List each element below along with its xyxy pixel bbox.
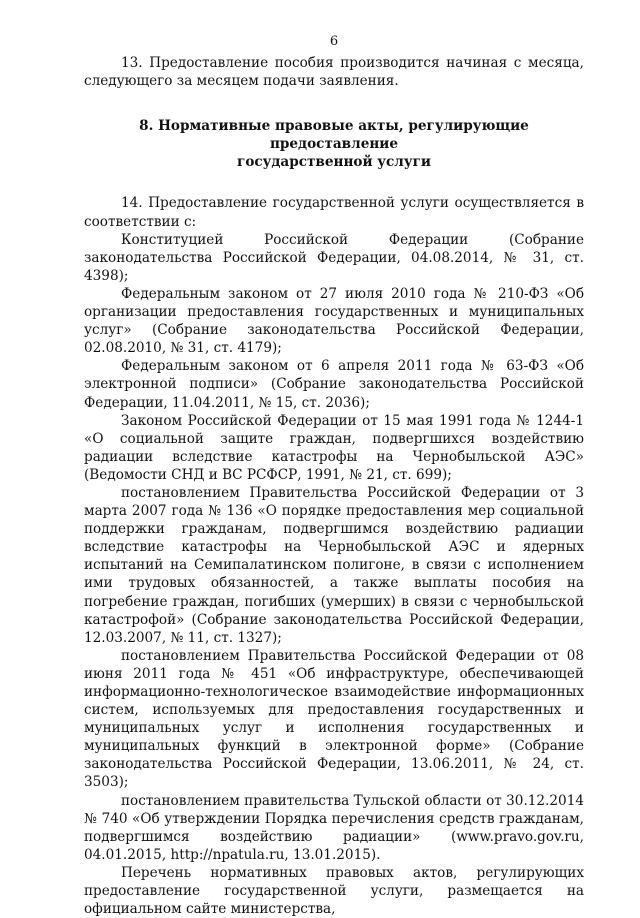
- paragraph-14-intro: 14. Предоставление государственной услуги осуществляется в соответствии с:: [84, 195, 584, 230]
- legal-act-resolution-136: постановлением Правительства Российской Федерации от 3 марта 2007 года № 136 «О порядке предоставления мер социальной поддержки гражданам, подвергшимся воздействию радиации вследствие катастрофы на Чернобыльской АЭС и ядерных испытаний на Семипалатинском полигоне, в связи с исполнением ими трудовых обязанностей, а также выплаты пособия на погребение граждан, погибших (умерших) в связи с чернобыльской катастрофой» (Собрание законодательства Российской Федерации, 12.03.2007, № 11, ст. 1327);: [84, 484, 584, 646]
- legal-act-tula-740: постановлением правительства Тульской области от 30.12.2014 № 740 «Об утверждении Порядка перечисления средств гражданам, подвергшимся воздействию радиации» (www.pravo.gov.ru, 04.01.2015, http://npatula.ru, 13.01.2015).: [84, 792, 584, 863]
- section-heading-line-2: государственной услуги: [236, 154, 431, 171]
- section-heading-line-1: 8. Нормативные правовые акты, регулирующие предоставление: [139, 118, 529, 153]
- page-number: 6: [329, 34, 339, 49]
- paragraph-13: 13. Предоставление пособия производится начиная с месяца, следующего за месяцем подачи заявления.: [84, 55, 584, 90]
- legal-act-1244-1: Законом Российской Федерации от 15 мая 1991 года № 1244-1 «О социальной защите граждан, подвергшихся воздействию радиации вследствие катастрофы на Чернобыльской АЭС» (Ведомости СНД и ВС РСФСР, 1991, № 21, ст. 699);: [84, 412, 584, 483]
- section-heading: [84, 117, 584, 171]
- legal-act-210-fz: Федеральным законом от 27 июля 2010 года № 210-ФЗ «Об организации предоставления государственных и муниципальных услуг» (Собрание законодательства Российской Федерации, 02.08.2010, № 31, ст. 4179);: [84, 285, 584, 357]
- legal-act-resolution-451: постановлением Правительства Российской Федерации от 08 июня 2011 года № 451 «Об инфраструктуре, обеспечивающей информационно-технологическое взаимодействие информационных систем, используемых для предоставления государственных и муниципальных услуг и исполнения государственных и муниципальных функций в электронной форме» (Собрание законодательства Российской Федерации, 13.06.2011, № 24, ст. 3503);: [84, 647, 584, 791]
- legal-acts-list-note: Перечень нормативных правовых актов, регулирующих предоставление государственной услуги, размещается на официальном сайте министерства,: [84, 864, 584, 918]
- legal-act-constitution: Конституцией Российской Федерации (Собрание законодательства Российской Федерации, 04.08.2014, № 31, ст. 4398);: [84, 231, 584, 284]
- document-page: [84, 34, 584, 918]
- legal-act-63-fz: Федеральным законом от 6 апреля 2011 года № 63-ФЗ «Об электронной подписи» (Собрание законодательства Российской Федерации, 11.04.2011, № 15, ст. 2036);: [84, 358, 584, 411]
